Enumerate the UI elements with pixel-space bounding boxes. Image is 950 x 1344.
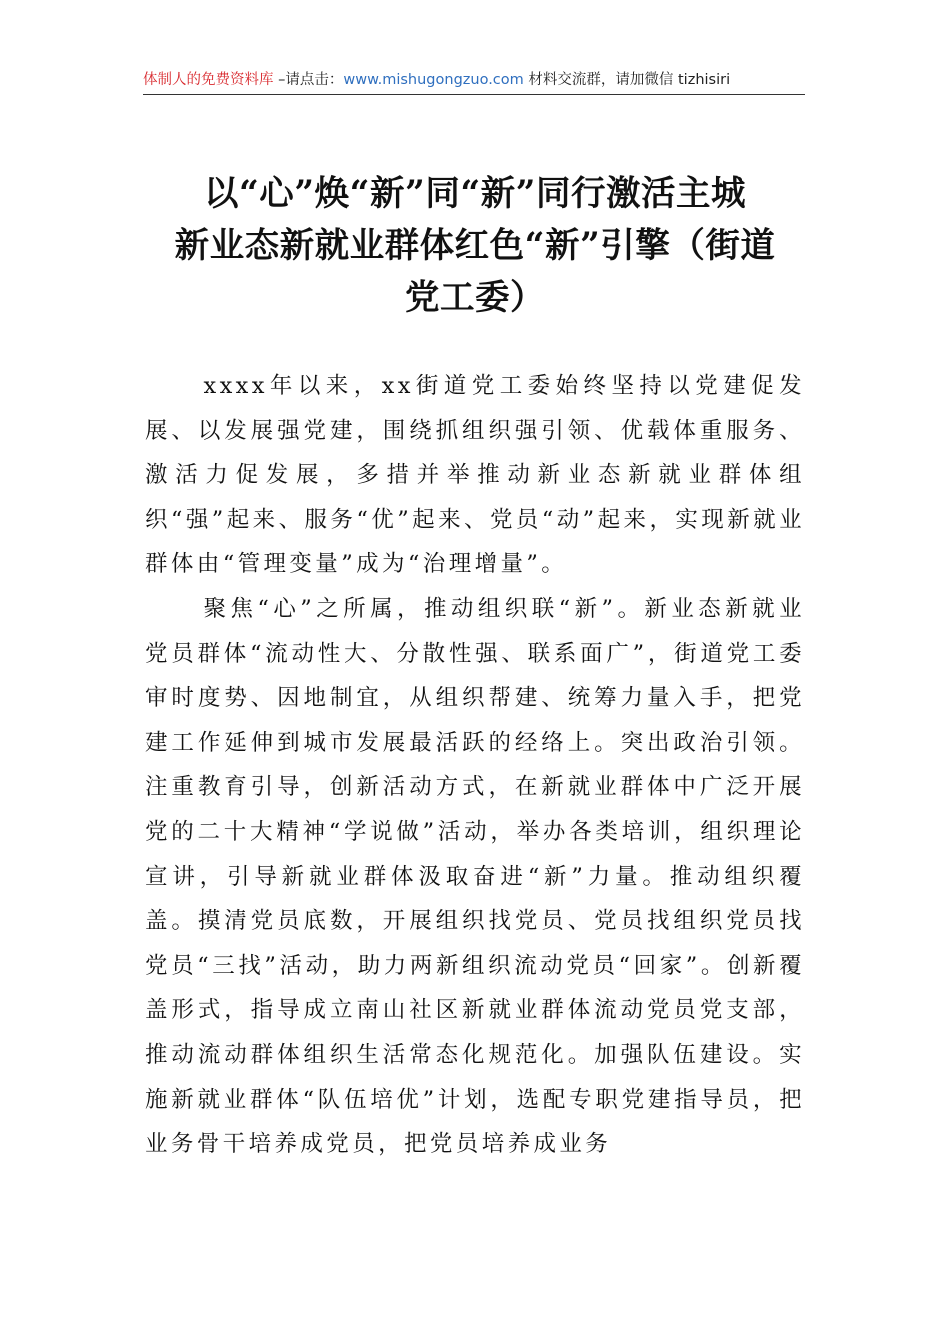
paragraph-focus-organization: 聚焦“心”之所属，推动组织联“新”。新业态新就业党员群体“流动性大、分散性强、联系面广”，街道党工委审时度势、因地制宜，从组织帮建、统筹力量入手，把党建工作延伸到城市发展最活跃的经络上。突出政治引领。注重教育引导，创新活动方式，在新就业群体中广泛开展党的二十大精神“学说做”活动，举办各类培训，组织理论宣讲，引导新就业群体汲取奋进“新”力量。推动组织覆盖。摸清党员底数，开展组织找党员、党员找组织党员找党员“三找”活动，助力两新组织流动党员“回家”。创新覆盖形式，指导成立南山社区新就业群体流动党员党支部，推动流动群体组织生活常态化规范化。加强队伍建设。实施新就业群体“队伍培优”计划，选配专职党建指导员，把业务骨干培养成党员，把党员培养成业务 xyxy=(145,595,805,1158)
header-url-link[interactable]: www.mishugongzuo.com xyxy=(343,72,524,88)
document-title xyxy=(130,168,820,324)
document-body xyxy=(145,364,805,1167)
header-contact: 材料交流群，请加微信 tizhisiri xyxy=(523,72,731,88)
title-line-1: 以“心”焕“新”同“新”同行激活主城 xyxy=(203,174,747,214)
header-prompt: –请点击： xyxy=(273,72,344,88)
title-line-3: 党工委） xyxy=(405,278,545,318)
header-site-name[interactable]: 体制人的免费资料库 xyxy=(143,72,274,88)
title-line-2: 新业态新就业群体红色“新”引擎（街道 xyxy=(174,226,776,266)
document-header xyxy=(143,66,805,95)
paragraph-intro: xxxx年以来，xx街道党工委始终坚持以党建促发展、以发展强党建，围绕抓组织强引领、优载体重服务、激活力促发展，多措并举推动新业态新就业群体组织“强”起来、服务“优”起来、党员“动”起来，实现新就业群体由“管理变量”成为“治理增量”。 xyxy=(145,373,805,578)
